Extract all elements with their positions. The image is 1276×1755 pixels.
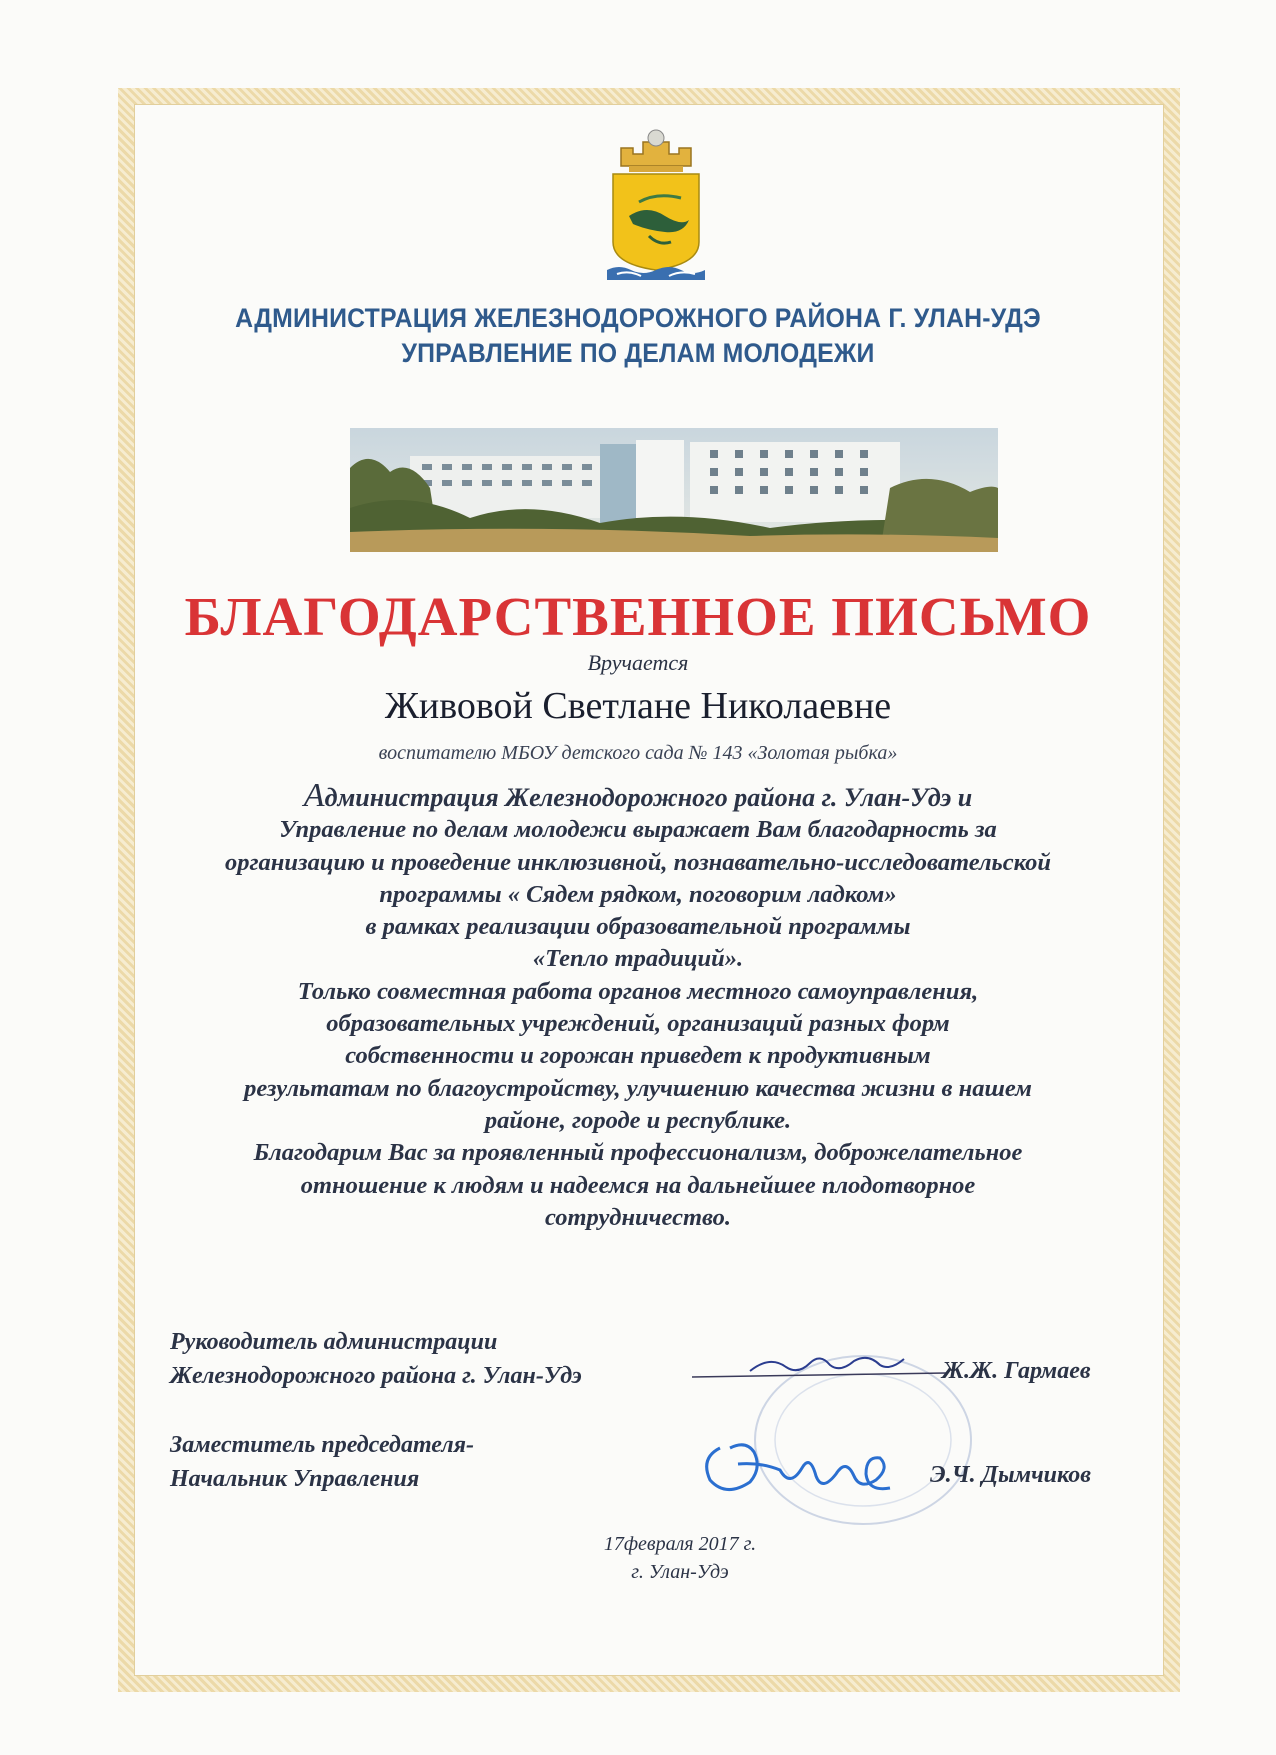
document-date: 17февраля 2017 г. г. Улан-Удэ [603,1533,757,1583]
signer2-name: Э.Ч. Дымчиков [930,1462,1091,1488]
signature-garmaev [690,1345,950,1385]
body-line: районе, городе и республике. [484,1106,792,1134]
body-line: собственности и горожан приведет к продуктивным [345,1042,931,1070]
body-line: образовательных учреждений, организаций разных форм [326,1010,950,1038]
recipient-name: Живовой Светлане Николаевне [384,685,892,727]
body-line: Управление по делам молодежи выражает Вам благодарность за [279,816,997,844]
body-line: «Тепло традиций». [532,945,744,973]
body-line: сотрудничество. [544,1203,732,1231]
body-line: отношение к людям и надеемся на дальнейшее плодотворное [300,1171,976,1199]
city-coat-of-arms-icon [599,124,713,284]
body-line: результатам по благоустройству, улучшению качества жизни в нашем [244,1074,1032,1102]
body-line: Благодарим Вас за проявленный профессионализм, доброжелательное [253,1139,1023,1167]
body-line: в рамках реализации образовательной программы [365,913,911,941]
body-lead-line: Администрация Железнодорожного района г. Улан-Удэ и [303,777,973,814]
body-line: Только совместная работа органов местного самоуправления, [297,977,979,1005]
signer1-title: Руководитель администрации Железнодорожного района г. Улан-Удэ [170,1329,582,1389]
recipient-position: воспитателю МБОУ детского сада № 143 «Золотая рыбка» [378,742,898,764]
department-name: УПРАВЛЕНИЕ ПО ДЕЛАМ МОЛОДЕЖИ [401,338,875,368]
signer1-name: Ж.Ж. Гармаев [942,1358,1091,1384]
document-title: БЛАГОДАРСТВЕННОЕ ПИСЬМО [184,586,1092,647]
signature-dymchikov [690,1418,930,1508]
organization-name: АДМИНИСТРАЦИЯ ЖЕЛЕЗНОДОРОЖНОГО РАЙОНА Г. УЛАН-УДЭ [235,303,1041,333]
awarded-label: Вручается [587,650,689,675]
body-line: программы « Сядем рядком, поговорим ладком» [379,880,897,908]
building-photo [350,428,998,552]
letter-body [160,777,1116,1234]
body-line: организацию и проведение инклюзивной, познавательно-исследовательской [224,848,1051,876]
signer2-title: Заместитель председателя- Начальник Управления [170,1432,475,1492]
